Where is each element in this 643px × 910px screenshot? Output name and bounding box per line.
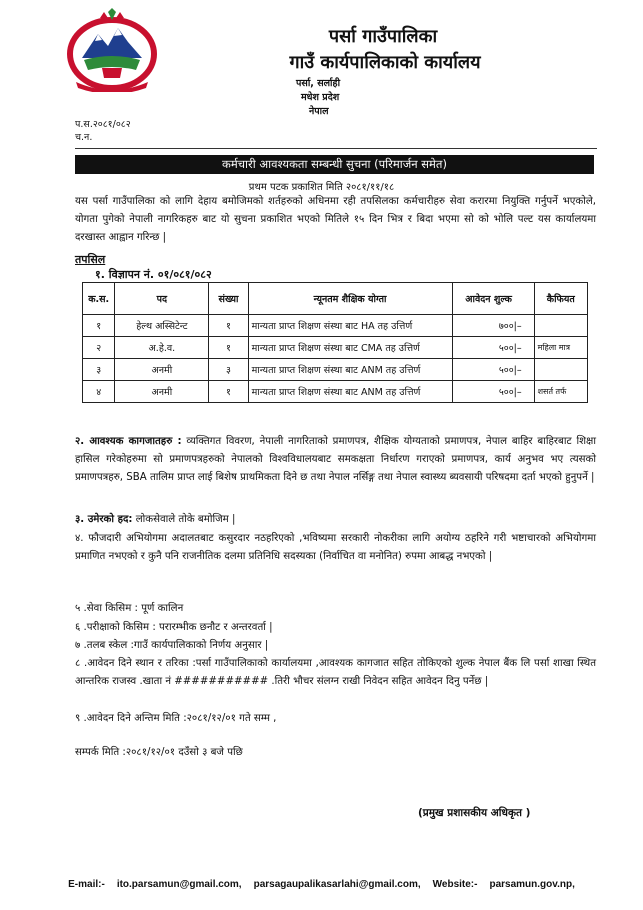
signatory-title: (प्रमुख प्रशासकीय अधिकृत ) <box>418 807 531 819</box>
email-label: E-mail:- <box>68 879 105 890</box>
col-header-sn: क.स. <box>83 283 115 315</box>
cell-qualification: मान्यता प्राप्त शिक्षण संस्था बाट ANM तह उत्तिर्ण <box>248 359 452 381</box>
cell-remarks: शसर्त तर्फ <box>534 381 587 403</box>
cell-qualification: मान्यता प्राप्त शिक्षण संस्था बाट CMA तह उत्तिर्ण <box>248 337 452 359</box>
vacancy-table <box>82 282 588 403</box>
cell-sn: ३ <box>83 359 115 381</box>
section-deadline: ९ .आवेदन दिने अन्तिम मिति :२०८१/१२/०१ गते सम्म , <box>75 713 277 724</box>
cell-post: अनमी <box>115 381 209 403</box>
address-line-3: नेपाल <box>309 106 329 117</box>
nepal-emblem-icon <box>62 8 162 92</box>
col-header-qualification: न्यूनतम शैक्षिक योग्ता <box>248 283 452 315</box>
section-documents <box>75 433 596 487</box>
cell-fee: ५००|– <box>452 381 534 403</box>
cell-fee: ७००|– <box>452 315 534 337</box>
website-link[interactable]: parsamun.gov.np, <box>489 879 575 890</box>
cell-sn: २ <box>83 337 115 359</box>
cell-post: अ.हे.व. <box>115 337 209 359</box>
advertisement-number: १. विज्ञापन नं. ०१/०८१/०८२ <box>95 268 212 281</box>
email-link-1[interactable]: ito.parsamun@gmail.com, <box>116 879 242 890</box>
cell-post: हेल्थ अस्सिटेन्ट <box>115 315 209 337</box>
table-row <box>83 337 588 359</box>
cell-remarks: महिला मात्र <box>534 337 587 359</box>
section-service-type: ५ .सेवा किसिम : पूर्ण कालिन <box>75 603 184 614</box>
email-link-2[interactable]: parsagaupalikasarlahi@gmail.com, <box>253 879 421 890</box>
cell-fee: ५००|– <box>452 337 534 359</box>
section-criminal-record: ४. फौजदारी अभियोगमा अदालतबाट कसुरदार नठहरिएको ,भविष्यमा सरकारी नोकरीका लागि अयोग्य ठहरिने गरी भष्टाचारको अभियोगमा प्रमाणित नभएको र कुनै पनि राजनीतिक दलमा प्रतिनिधि सदस्यका (निर्वाचित वा मनोनित) रुपमा आबद्ध नभएको | <box>75 533 596 562</box>
cell-count: १ <box>209 381 248 403</box>
cell-count: १ <box>209 337 248 359</box>
dispatch-number: च.न. <box>75 132 93 143</box>
section-documents-body: व्यक्तिगत विवरण, नेपाली नागरिताको प्रमाणपत्र, शैक्षिक योग्यताको प्रमाणपत्र, नेपाल बाहिर बाहिरबाट शिक्षा हासिल गरेकोहरुमा सो प्रमाणपत्रहरुको नेपालको विश्वविधालयबाट समकक्षता निर्धारण गराएको प्रमाणपत्र, कार्य अनुभव भए त्यसको प्रमाणपत्रहरु, SBA तालिम प्राप्त लाई बिशेष प्राथमिकता दिने छ तथा नेपाल नर्सिङ्ग तथा नेपाल स्वास्थ्य ब्यवसायी परिषदमा दर्ता भएको हुनुपर्ने | <box>75 436 596 483</box>
cell-sn: ४ <box>83 381 115 403</box>
published-date: प्रथम पटक प्रकाशित मिति २०८१/११/१८ <box>248 182 395 193</box>
col-header-count: संख्या <box>209 283 248 315</box>
section-age-limit <box>75 511 596 529</box>
tapasil-label: तपसिल <box>75 253 106 266</box>
header-divider <box>75 148 597 149</box>
cell-qualification: मान्यता प्राप्त शिक्षण संस्था बाट ANM तह उत्तिर्ण <box>248 381 452 403</box>
section-age-heading: ३. उमेरको हद: <box>75 514 133 525</box>
cell-remarks <box>534 359 587 381</box>
address-line-1: पर्सा, सर्लाही <box>296 78 341 89</box>
section-salary-scale: ७ .तलब स्केल :गाउँ कार्यपालिकाको निर्णय अनुसार | <box>75 640 269 651</box>
fiscal-year: प.स.२०८१/०८२ <box>75 119 131 130</box>
municipality-name: पर्सा गाउँपालिका <box>328 26 438 47</box>
contact-date: सम्पर्क मिति :२०८१/१२/०१ दउँसो ३ बजे पछि <box>75 747 243 758</box>
table-row <box>83 381 588 403</box>
cell-sn: १ <box>83 315 115 337</box>
website-label: Website:- <box>432 879 478 890</box>
table-row <box>83 315 588 337</box>
intro-paragraph: यस पर्सा गाउँपालिका को लागि देहाय बमोजिमको शर्तहरुको अधिनमा रही तपसिलका कर्मचारीहरु सेवा करारमा नियुक्ति गर्नुपर्ने भएकोले, योगता पुगेको नेपाली नागरिकहरु बाट यो सुचना प्रकाशित भएको मितिले १५ दिन भित्र र बिदा भएमा सो को भोलि पल्ट यस कार्यालयमा दरखास्त आह्वान गरिन्छ | <box>75 196 596 243</box>
address-line-2: मधेश प्रदेश <box>301 92 340 103</box>
cell-post: अनमी <box>115 359 209 381</box>
section-application-method: ८ .आवेदन दिने स्थान र तरिका :पर्सा गाउँपालिकाको कार्यालयमा ,आवश्यक कागजात सहित तोकिएको शुल्क नेपाल बैंक लि पर्सा शाखा स्थित आन्तरिक राजस्व .खाता नं ########### .तिरी भौचर संलग्न राखी निवेदन सहित आवेदन दिनु पर्नेछ | <box>75 658 596 687</box>
cell-remarks <box>534 315 587 337</box>
notice-title: कर्मचारी आवश्यकता सम्बन्धी सुचना (परिमार्जन समेत) <box>75 155 594 174</box>
col-header-fee: आवेदन शुल्क <box>452 283 534 315</box>
section-documents-heading: २. आवश्यक कागजातहरु : <box>75 436 182 447</box>
col-header-remarks: कैफियत <box>534 283 587 315</box>
section-exam-type: ६ .परीक्षाको किसिम : परारम्भीक छनौट र अन्तरवर्ता | <box>75 622 273 633</box>
footer-contact <box>0 879 643 890</box>
cell-count: १ <box>209 315 248 337</box>
section-age-body: लोकसेवाले तोके बमोजिम | <box>135 514 236 525</box>
table-row <box>83 359 588 381</box>
cell-qualification: मान्यता प्राप्त शिक्षण संस्था बाट HA तह उत्तिर्ण <box>248 315 452 337</box>
office-name: गाउँ कार्यपालिकाको कार्यालय <box>289 52 481 73</box>
cell-fee: ५००|– <box>452 359 534 381</box>
col-header-post: पद <box>115 283 209 315</box>
table-header-row <box>83 283 588 315</box>
cell-count: ३ <box>209 359 248 381</box>
